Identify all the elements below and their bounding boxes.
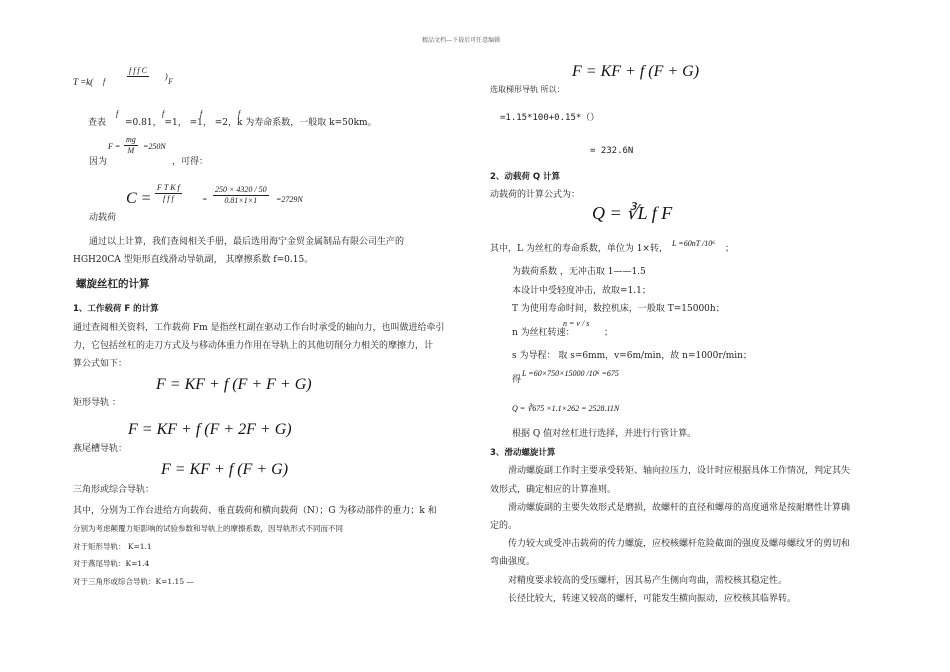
calc-line-1: =1.15*100+0.15*（） [500,113,600,123]
L-formula: L =60nT /10⁶ [672,239,716,248]
para3-line-7: 对精度要求较高的受压螺杆，因其易产生侧向弯曲，需校核其稳定性。 [508,576,788,586]
design-line: 本设计中受轻度冲击，故取=1.1； [512,286,651,296]
para3-line-5: 传力较大或受冲击载荷的传力螺旋，应校核螺杆危险截面的强度及螺母螺纹牙的剪切和 [508,539,851,549]
Cv-lhs: C = [126,190,152,207]
equation-dovetail: F = KF + f (F + 2F + G) [128,421,292,438]
para1-line-3: 算公式如下： [73,359,128,369]
para3-line-3: 滑动螺旋副的主要失效形式是磨损，故螺杆的直径和螺母的高度通常是按耐磨性计算确 [508,503,851,513]
n-formula: n = v / s [563,319,590,328]
equation-top: F = KF + f (F + G) [572,63,700,80]
k-triangle-line: 对于三角形或综合导轨：K=1.15 — [73,577,194,586]
equation-Q: Q = ∛L f F [592,203,673,223]
sub3-title: 3、滑动螺旋计算 [490,448,556,458]
select-guide-label: 选取梯形导轨 所以： [490,85,565,94]
fm-line: 为载荷系数 ，无冲击取 1——1.5 [512,267,646,277]
dyn-formula-label: 动载荷的计算公式为： [490,190,581,200]
para3-line-8: 长径比较大，转速又较高的螺杆，可能发生横向振动，应校核其临界转。 [508,594,797,604]
s-line: s 为导程： 取 s=6mm，v=6m/min，故 n=1000r/min； [512,351,752,361]
conclusion-line-1: 通过以上计算，我们查阅相关手册，最后选用海宁金贸金属制品有限公司生产的 [89,237,405,247]
para1-line-1: 通过查阅相关资料，工作载荷 Fm 是指丝杠副在驱动工作台时承受的轴向力，也叫做进给牵引 [73,323,445,333]
de-label: 得 [512,375,522,385]
F-rhs: =250N [143,142,166,151]
para2-line-2: 分别为考虑颠覆力矩影响的试验参数和导轨上的摩擦系数，因导轨形式不同而不同 [73,524,343,533]
Cv-fraction-1: $\frac{\text{F T K f}}{\text{f f f}}$ [157,183,180,203]
triangle-guide-label: 三角形或综合导轨： [73,485,155,495]
L-calculation: L =60×750×15000 /10⁶ =675 [522,369,619,378]
lookup-values: =0.81， =1， =1， =2，k 为寿命系数，一般取 k=50km。 [125,118,377,128]
Q-calculation: Q = ∛675 ×1.1×262 = 2528.11N [512,404,620,413]
calc-line-2: = 232.6N [590,146,634,156]
para1-line-2: 力，它包括丝杠的走刀方式及与移动体重力作用在导轨上的其他切削分力相关的摩擦力，计 [73,341,434,351]
rect-guide-label: 矩形导轨 ： [73,398,121,408]
para3-line-4: 定的。 [490,521,518,531]
para2-line-1: 其中，分别为工作台进给方向载荷、垂直载荷和横向载荷（N）；G 为移动部件的重力；k 和 [73,506,437,516]
equation-triangle: F = KF + f (F + G) [161,461,289,478]
tv-fraction: f f f C f F [103,66,173,86]
where-L-line: 其中，L 为丝杠的寿命系数，单位为 1×转， [490,244,668,254]
dynamic-load-label: 动载荷 [89,213,117,223]
Cv-result: =2729N [276,195,303,204]
therefore-label: ，可得： [172,157,209,167]
para3-line-6: 弯曲强度。 [490,557,536,567]
sub2-title: 2、动载荷 Q 计算 [490,172,561,182]
T-line: T 为使用寿命时间，数控机床，一般取 T=15000h； [512,304,725,314]
conclusion-line-2: HGH20CA 型矩形直线滑动导轨副， 其摩擦系数 f=0.15。 [73,255,314,265]
select-screw-line: 根据 Q 值对丝杠进行选择，并进行行管计算。 [512,429,697,439]
section-title: 螺旋丝杠的计算 [76,278,150,290]
F-lhs: F = [108,142,121,151]
sub1-title: 1、工作载荷 F 的计算 [73,304,159,314]
equation-rect: F = KF + f (F + F + G) [156,376,312,393]
k-dovetail-line: 对于燕尾导轨：K=1.4 [73,559,150,568]
Cv-fraction-2: $\frac{250 \times 4320 / 50}{0.81\times 1\times 1}$ [215,185,267,205]
k-rect-line: 对于矩形导轨： K=1.1 [73,542,152,551]
para3-line-2: 效形式，确定相应的计算准则。 [490,485,617,495]
because-label: 因为 [89,157,108,167]
n-line: n 为丝杠转速： [512,328,575,338]
para3-line-1: 滑动螺旋副工作时主要承受转矩、轴向拉压力，设计时应根据具体工作情况，判定其失 [508,466,851,476]
F-fraction: $\frac{mg}{M}$ [126,135,136,155]
tv-formula: T =k( [73,77,94,87]
dovetail-guide-label: 燕尾槽导轨： [73,444,128,454]
page-header: 精品文档---下载后可任意编辑 [422,37,501,44]
lookup-prefix: 查表 [88,118,107,128]
